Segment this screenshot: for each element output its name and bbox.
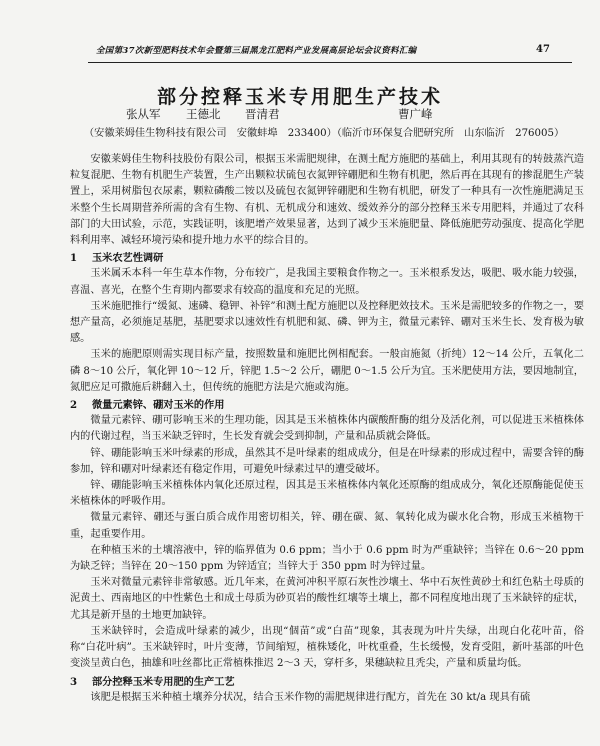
body-paragraph: 玉米对微量元素锌非常敏感。近几年来，在黄河冲积平原石灰性沙壤土、华中石灰性黄砂土和红色粘土母质的泥黄土、西南地区的中性紫色土和成土母质为砂页岩的酸性红壤等土壤上，都不同程度地出现了玉米缺锌的症状，尤其是新开垦的土地更加缺锌。: [70, 577, 584, 621]
section-heading: [70, 674, 584, 690]
article-title: 部分控释玉米专用肥生产技术: [156, 86, 443, 108]
body-paragraph: 锌、硼能影响玉米植株体内氧化还原过程，因其是玉米植株体内氧化还原酶的组成成分，氧化还原酶能促使玉米植株体的呼吸作用。: [70, 480, 584, 508]
body-paragraph: 微量元素锌、硼可影响玉米的生理功能，因其是玉米植株体内碳酸酐酶的组分及活化剂，可以促进玉米植株体内的代谢过程，当玉米缺乏锌时，生长发育就会受到抑制，产量和品质就会降低。: [70, 415, 584, 443]
body-paragraph: 微量元素锌、硼还与蛋白质合成作用密切相关，锌、硼在碳、氮、氧转化成为碳水化合物，形成玉米植物干重，起重要作用。: [70, 512, 584, 540]
section-number: 2: [70, 399, 78, 412]
header-rule: [88, 62, 572, 63]
body-paragraph: 玉米缺锌时，会造成叶绿素的减少，出现“個苗”或“白苗”现象，其表现为叶片失绿，出现白化花叶苗，俗称“白花叶病”。玉米缺锌时，叶片变薄，节间缩短，植株矮化，叶枕重叠，生长缓慢，发育受阻，新叶基部的叶色变淡呈黄白色，抽雄和吐丝都比正常植株推迟 2～3 天，穿杆多，果穗缺粒且秃尖，产量和质量均低。: [70, 625, 584, 670]
author-name: 张从军: [126, 107, 161, 121]
running-header: 全国第37次新型肥料技术年会暨第三届黑龙江肥料产业发展高层论坛会议资料汇编: [96, 46, 417, 56]
section-title: 玉米农艺性调研: [92, 252, 164, 265]
author-name: 王德北: [186, 107, 221, 121]
section-number: 1: [70, 252, 78, 265]
author-name: 曹广峰: [398, 107, 433, 121]
section-title: 部分控释玉米专用肥的生产工艺: [92, 675, 235, 688]
section-number: 3: [70, 675, 78, 688]
section-heading: [70, 397, 584, 413]
body-paragraph: 玉米施肥推行“缓氮、速磷、稳钾、补锌”和测土配方施肥以及控释肥效技术。玉米是需肥较多的作物之一，要想产量高，必须施足基肥，基肥要求以速效性有机肥和氮、磷、钾为主，微量元素锌、硼对玉米生长、发育极为敏感。: [70, 300, 584, 345]
section-heading: [70, 250, 584, 266]
author-name: 晋清君: [245, 107, 280, 121]
page-number: 47: [536, 44, 550, 55]
article-body: [70, 152, 584, 706]
author-affiliation: （安徽莱姆佳生物科技有限公司 安徽蚌埠 233400）（临沂市环保复合肥研究所 山东临沂 276005）: [84, 128, 565, 139]
body-paragraph: 该肥是根据玉米种植土壤养分状况，结合玉米作物的需肥规律进行配方，首先在 30 kt/a 现具有硫: [90, 691, 531, 703]
body-paragraph: 在种植玉米的土壤溶液中，锌的临界值为 0.6 ppm；当小于 0.6 ppm 时为严重缺锌；当锌在 0.6～20 ppm 为缺乏锌；当锌在 20～150 ppm 为锌适宜；当锌大于 350 ppm 时为锌过量。: [70, 544, 584, 573]
body-paragraph: 玉米的施肥原则需实现目标产量，按照数量和施肥比例相配套。一般亩施氮（折纯）12～14 公斤，五氧化二磷 8～10 公斤，氧化钾 10～12 斤，锌肥 1.5～2 公斤，硼肥 0～1.5 公斤为宜。玉米肥使用方法，要因地制宜，氮肥应足可撒施后耕翻入土，但传统的施肥方法是穴施或沟施。: [70, 349, 584, 393]
abstract-paragraph: 安徽莱姆佳生物科技股份有限公司，根据玉米需肥规律，在测土配方施肥的基础上，利用其现有的转鼓蒸汽造粒复混肥、生物有机肥生产装置，生产出颗粒状硫包衣氮钾锌硼肥和生物有机肥，然后再在其现有的掺混肥生产装置上，采用树脂包衣尿素，颗粒磷酸二铵以及硫包衣氮钾锌硼肥和生物有机肥，研发了一种具有一次性施肥满足玉米整个生长周期营养所需的含有生物、有机、无机成分和速效、缓效养分的部分控释玉米专用肥料，并通过了农科部门的大田试验，示范，实践证明，该肥增产效果显著，达到了减少玉米施肥量、降低施肥劳动强度、提高化学肥料利用率、减轻环境污染和提升地力水平的综合目的。: [70, 154, 584, 247]
section-title: 微量元素锌、硼对玉米的作用: [92, 399, 225, 412]
body-paragraph: 锌、硼能影响玉米叶绿素的形成，虽然其不是叶绿素的组成成分，但是在叶绿素的形成过程中，需要含锌的酶参加，锌和硼对叶绿素还有稳定作用，可避免叶绿素过早的遭受破坏。: [70, 447, 584, 475]
body-paragraph: 玉米属禾本科一年生草本作物，分布较广，是我国主要粮食作物之一。玉米根系发达，吸肥、吸水能力较强，喜温、喜光，在整个生育期内都要求有较高的温度和充足的光照。: [70, 268, 584, 296]
